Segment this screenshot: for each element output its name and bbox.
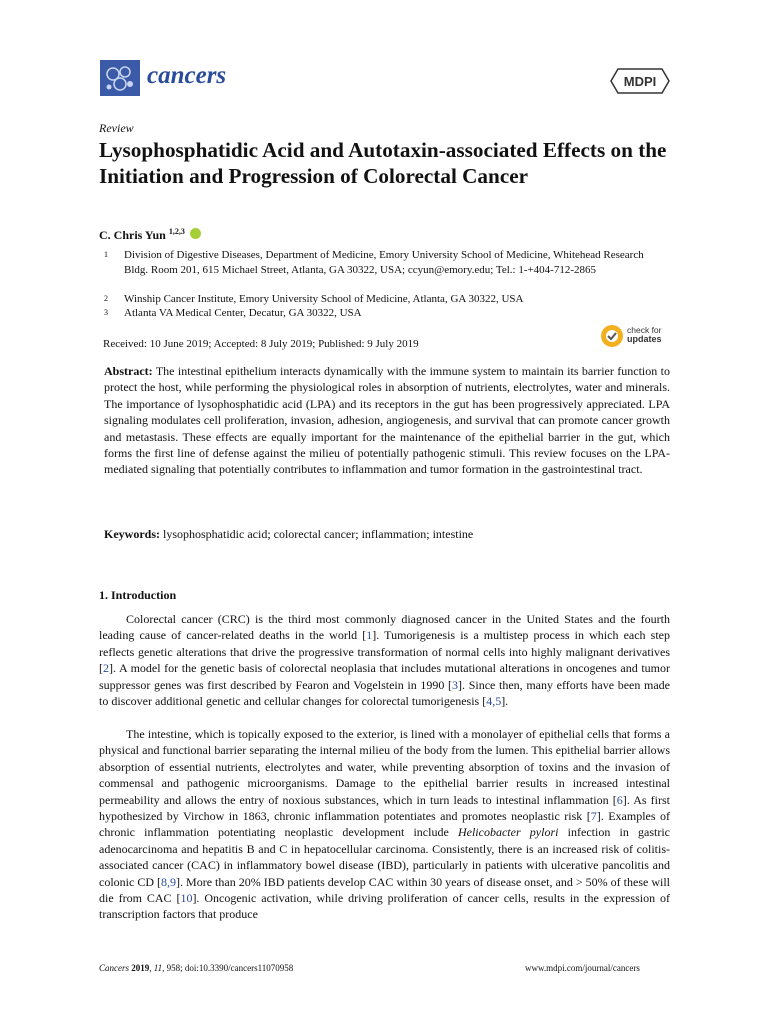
paragraph-text: Colorectal cancer (CRC) is the third most commonly diagnosed cancer in the United States and the fourth leading cause of cancer-related deaths in the world [: [99, 612, 670, 643]
orcid-icon[interactable]: [190, 228, 201, 239]
citation-link[interactable]: 6: [616, 792, 623, 807]
affiliation-number: 2: [104, 294, 108, 303]
publication-dates: Received: 10 June 2019; Accepted: 8 July 2019; Published: 9 July 2019: [103, 338, 419, 350]
journal-logo-icon: [100, 60, 140, 96]
citation-link[interactable]: 10: [180, 891, 193, 906]
species-name: Helicobacter pylori: [457, 825, 559, 840]
author-name: C. Chris Yun: [99, 228, 166, 242]
affiliation-1: [104, 248, 644, 277]
article-title: Lysophosphatidic Acid and Autotaxin-associated Effects on the Initiation and Progression of Colorectal Cancer: [99, 138, 667, 188]
keywords-text: lysophosphatidic acid; colorectal cancer; inflammation; intestine: [163, 527, 474, 541]
affiliation-text: Winship Cancer Institute, Emory University School of Medicine, Atlanta, GA 30322, USA: [124, 293, 524, 305]
affiliation-number: 1: [104, 250, 108, 259]
article-type: Review: [99, 121, 134, 135]
footer-doi: , 958; doi:10.3390/cancers11070958: [162, 963, 294, 973]
keywords: [104, 526, 670, 542]
affiliation-text: Division of Digestive Diseases, Department of Medicine, Emory University School of Medicine, Whitehead Research Bldg. Room 201, 615 Michael Street, Atlanta, GA 30322, USA; ccyun@emory.edu; Tel.: 1-+404-712-2865: [124, 249, 644, 276]
author-line: [99, 227, 201, 243]
author-affiliation-marks: 1,2,3: [168, 227, 185, 236]
abstract-text: The intestinal epithelium interacts dynamically with the immune system to maintain its barrier function to protect the host, while performing the physiological roles in absorption of nutrients, electrolytes, water and minerals. The importance of lysophosphatidic acid (LPA) and its receptors in the gut has been progressively appreciated. LPA signaling modulates cell proliferation, invasion, adhesion, angiogenesis, and survival that can promote cancer growth and metastasis. These effects are equally important for the maintenance of the epithelial barrier in the gut, which forms the first line of defense against the milieu of potentially pathogenic stimuli. This review focuses on the LPA-mediated signaling that potentially contributes to inflammation and tumor formation in the gastrointestinal tract.: [104, 364, 670, 477]
footer-year: 2019: [131, 963, 150, 973]
svg-text:MDPI: MDPI: [623, 74, 657, 89]
abstract-label: Abstract:: [104, 364, 153, 378]
section-heading: 1. Introduction: [99, 588, 177, 602]
citation-link[interactable]: 3: [452, 677, 459, 692]
paragraph-text: The intestine, which is topically exposed to the exterior, is lined with a monolayer of epithelial cells that forms a physical and functional barrier separating the internal milieu of the body from the lumen. This epithelial barrier allows absorption of essential nutrients, electrolytes and water, while preventing absorption of toxins and the invasion of commensal and pathogenic microorganisms. Damage to the epithelial barrier results in increased intestinal permeability and allows the entry of noxious substances, which in turn leads to intestinal inflammation [: [99, 727, 670, 807]
intro-paragraph-2: [99, 726, 670, 923]
citation-link[interactable]: 8,9: [161, 874, 177, 889]
footer-url-link[interactable]: www.mdpi.com/journal/cancers: [525, 963, 640, 973]
citation-link[interactable]: 7: [590, 809, 597, 824]
paragraph-text: ]. As first hypothesized by Virchow in 1863, chronic inflammation potentiates and promotes neoplastic risk [: [99, 792, 671, 824]
footer-journal: Cancers: [99, 963, 129, 973]
citation-link[interactable]: 1: [366, 628, 373, 643]
paragraph-text: ]. Oncogenic activation, while driving proliferation of cancer cells, results in the expression of transcription factors that produce: [99, 891, 670, 922]
paragraph-text: ]. Tumorigenesis is a multistep process in which each step reflects genetic alterations that drive the progressive transformation of normal cells into highly malignant derivatives [: [99, 628, 670, 676]
paragraph-text: ]. Examples of chronic inflammation potentiating neoplastic development include: [99, 809, 671, 840]
journal-name: cancers: [147, 62, 227, 89]
paragraph-text: ]. A model for the genetic basis of colorectal neoplasia that includes mutational alterations in oncogenes and tumor suppressor genes was first described by Fearon and Vogelstein in 1990 [: [99, 661, 670, 692]
footer-citation: Cancers 2019, 11, 958; doi:10.3390/cancers11070958: [99, 963, 294, 973]
paragraph-text: ]. Since then, many efforts have been made to discover additional genetic and cellular changes for colorectal tumorigenesis [: [99, 677, 671, 709]
citation-link[interactable]: 2: [103, 661, 109, 676]
affiliation-3: [104, 306, 644, 323]
abstract: [104, 363, 670, 478]
check-updates-icon: [600, 324, 624, 348]
intro-paragraph-1: [99, 611, 670, 709]
citation-link[interactable]: 4,5: [486, 694, 502, 709]
check-updates-line1: check for: [627, 325, 662, 335]
affiliation-text: Atlanta VA Medical Center, Decatur, GA 30322, USA: [124, 307, 362, 319]
keywords-label: Keywords:: [104, 527, 160, 541]
affiliation-number: 3: [104, 308, 108, 317]
paragraph-text: ]. More than 20% IBD patients develop CAC within 30 years of disease onset, and > 50% of these will die from CAC [: [99, 874, 670, 906]
mdpi-logo: [610, 68, 670, 94]
check-updates-label: [627, 326, 662, 344]
check-updates-line2: updates: [627, 334, 662, 344]
paragraph-text: infection in gastric adenocarcinoma and hepatitis B and C in hepatocellular carcinoma. Consistently, there is an increased risk of colitis-associated cancer (CAC) in inflammatory bowel disease (IBD), particularly in patients with ulcerative pancolitis and colonic CD [: [99, 825, 670, 889]
footer-volume: 11: [153, 963, 163, 973]
paragraph-text: ].: [501, 694, 509, 709]
check-for-updates-button[interactable]: [600, 324, 670, 350]
